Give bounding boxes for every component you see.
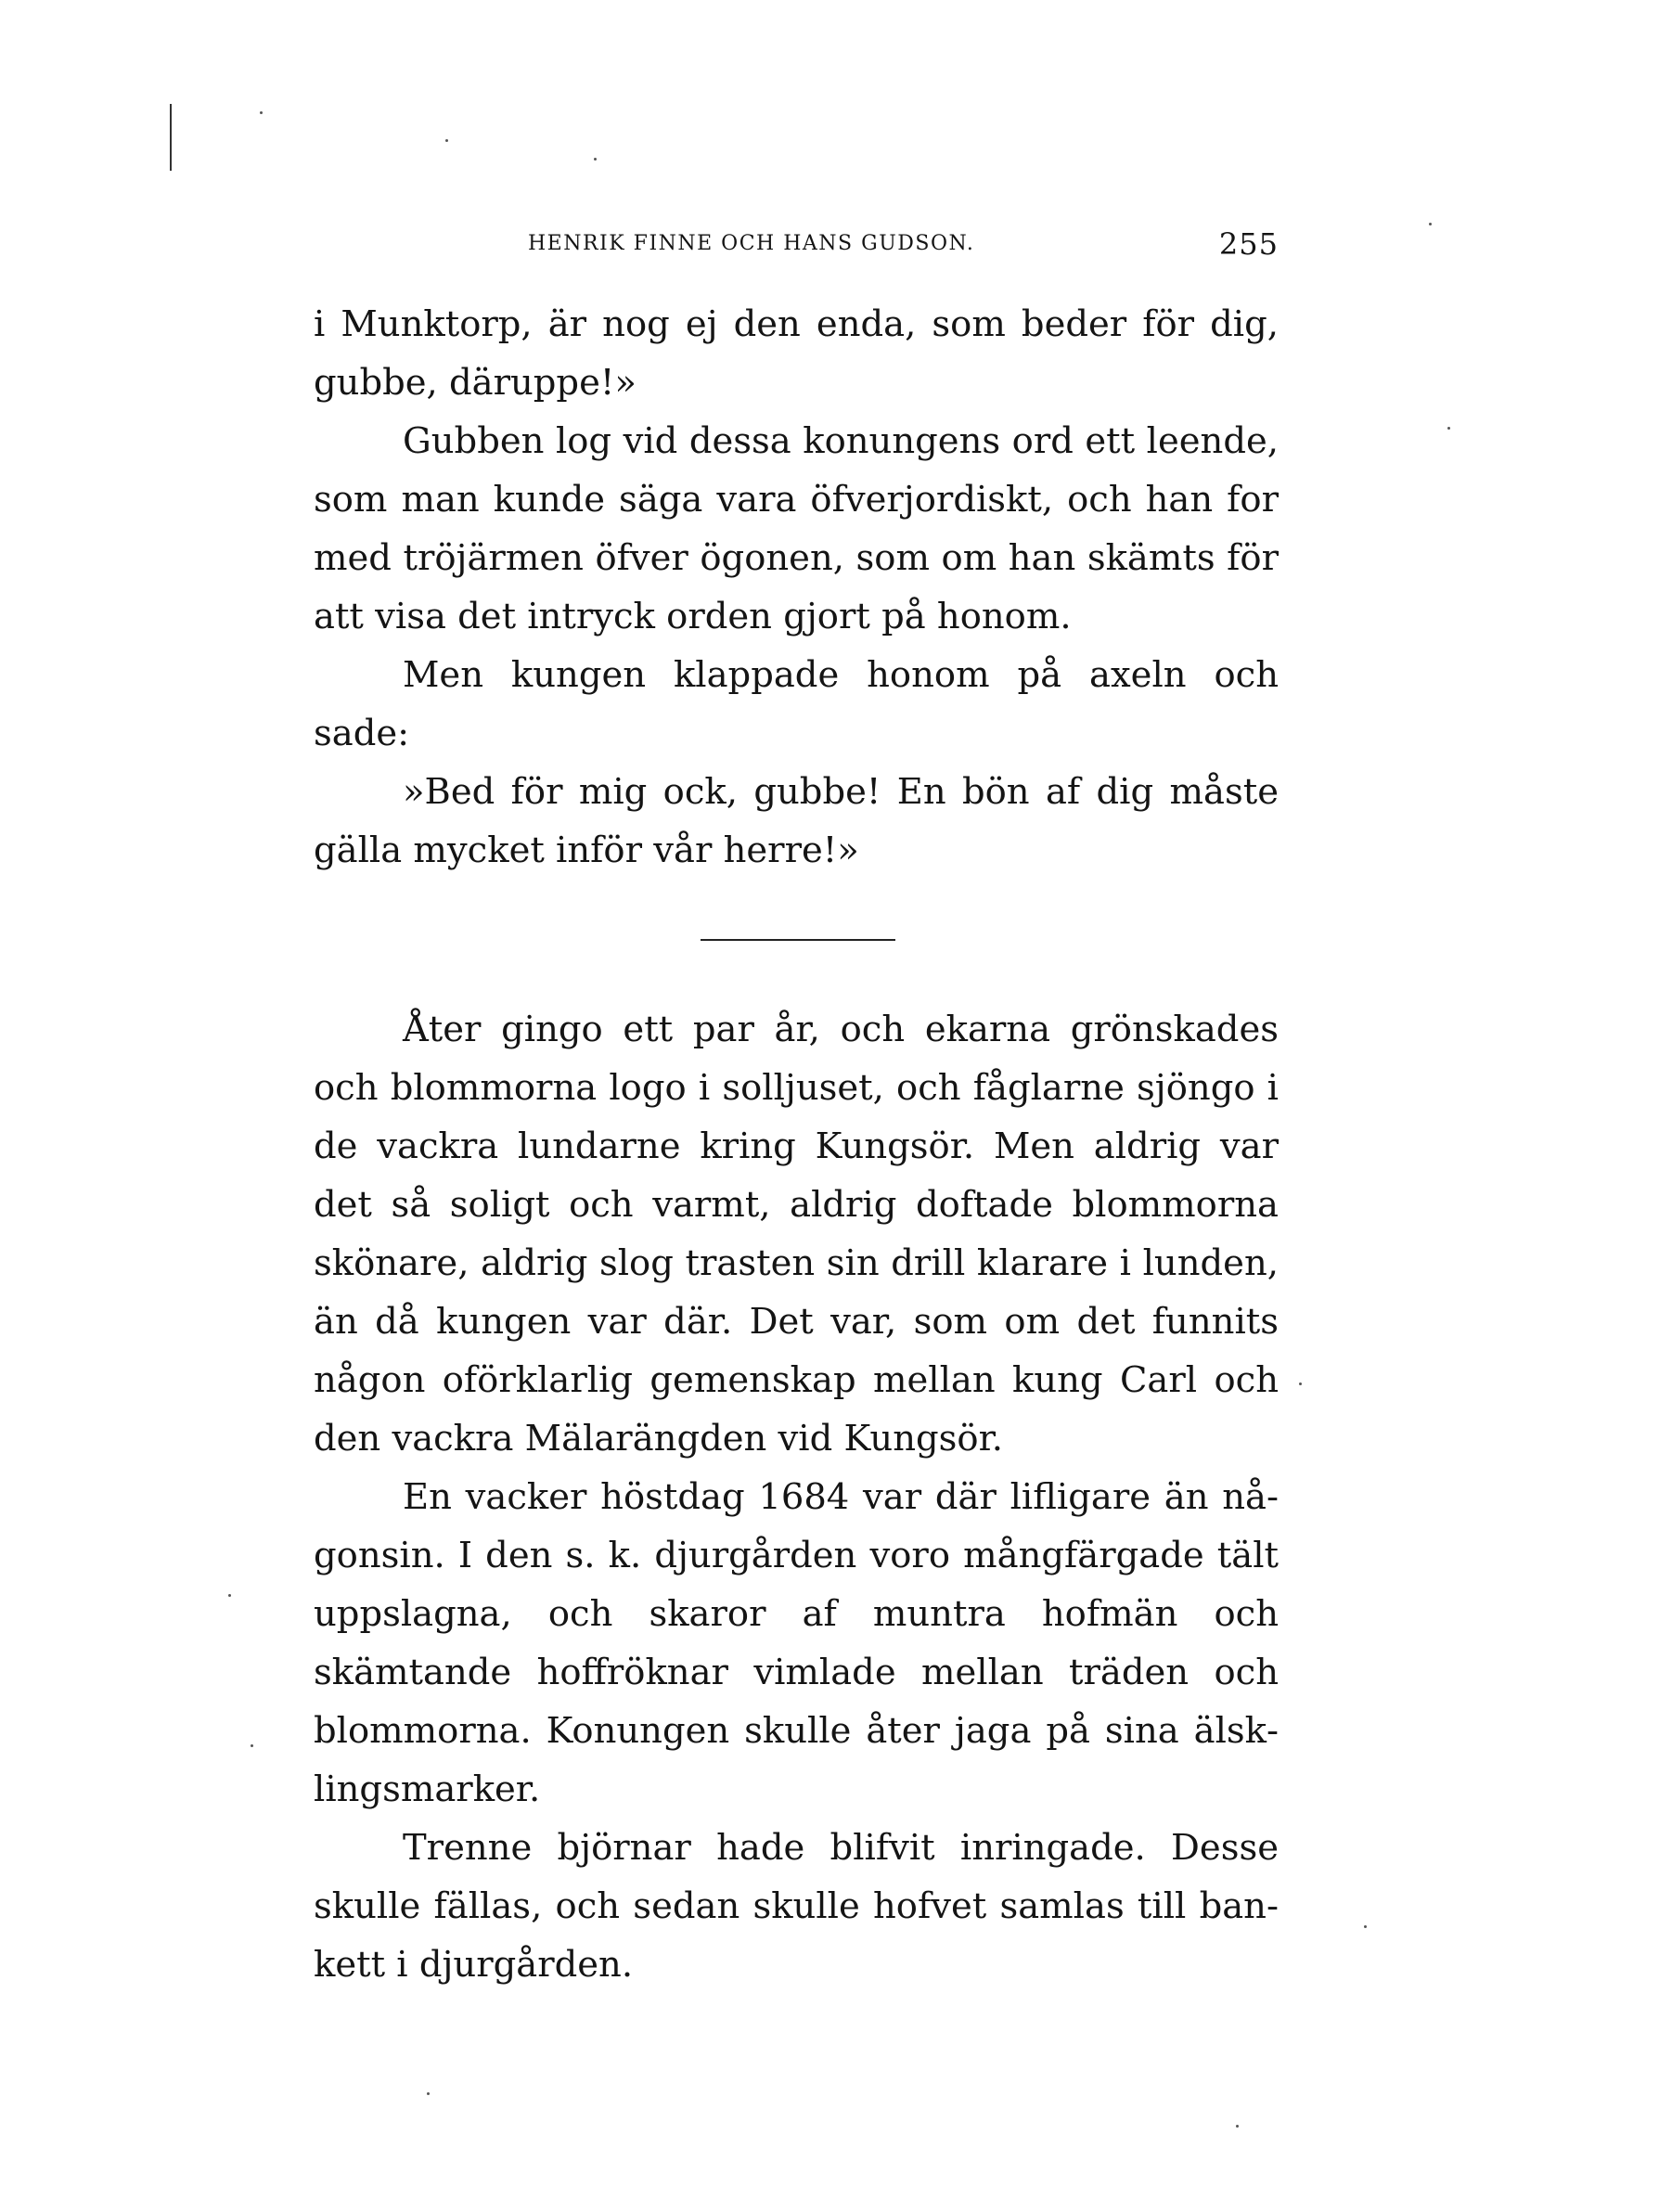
page-number: 255 xyxy=(1218,226,1279,262)
paper-speck xyxy=(251,1744,253,1747)
running-head xyxy=(314,223,1279,260)
body-text xyxy=(314,295,1279,1994)
paper-speck xyxy=(427,2092,430,2095)
paragraph: Trenne björnar hade blifvit inringade. Desse skulle fällas, och sedan skulle hofvet samlas till bankett i djurgården. xyxy=(314,1827,1279,1986)
paragraph: Men kungen klappade honom på axeln och sade: xyxy=(314,654,1279,754)
paragraph-continued: i Munktorp, är nog ej den enda, som beder för dig, gubbe, däruppe!» xyxy=(314,303,1279,404)
paper-speck xyxy=(1236,2125,1239,2128)
paragraph: Gubben log vid dessa konungens ord ett leende, som man kunde säga vara öfverjordiskt, och han for med tröjärmen öfver ögonen, som om han skämts för att visa det intryck orden gjort på honom. xyxy=(314,420,1279,637)
paper-speck xyxy=(1299,1382,1302,1385)
paper-speck xyxy=(1447,427,1450,430)
paper-speck xyxy=(228,1594,231,1597)
running-title: HENRIK FINNE OCH HANS GUDSON. xyxy=(528,232,975,255)
paper-speck xyxy=(1364,1925,1367,1928)
paragraph: »Bed för mig ock, gubbe! En bön af dig måste gälla mycket inför vår herre!» xyxy=(314,771,1279,871)
paper-speck xyxy=(260,111,263,114)
paragraph: En vacker höstdag 1684 var där lifligare än någonsin. I den s. k. djurgården voro mångfärgade tält uppslagna, och skaror af muntra hofmän och skämtande hoffröknar vimlade mellan träden och blommorna. Konungen skulle åter jaga på sina älsklingsmarker. xyxy=(314,1476,1279,1810)
paper-speck xyxy=(594,158,597,161)
paper-speck xyxy=(1429,223,1432,225)
paper-speck xyxy=(445,139,448,142)
section-divider xyxy=(701,939,895,941)
margin-mark xyxy=(170,104,172,171)
paragraph: Åter gingo ett par år, och ekarna grönskades och blommorna logo i solljuset, och fåglarne sjöngo i de vackra lundarne kring Kungsör. Men aldrig var det så soligt och varmt, aldrig doftade blommorna skönare, aldrig slog trasten sin drill klarare i lunden, än då kungen var där. Det var, som om det funnits någon oförklarlig gemenskap mellan kung Carl och den vackra Mälarängden vid Kungsör. xyxy=(314,1009,1279,1460)
